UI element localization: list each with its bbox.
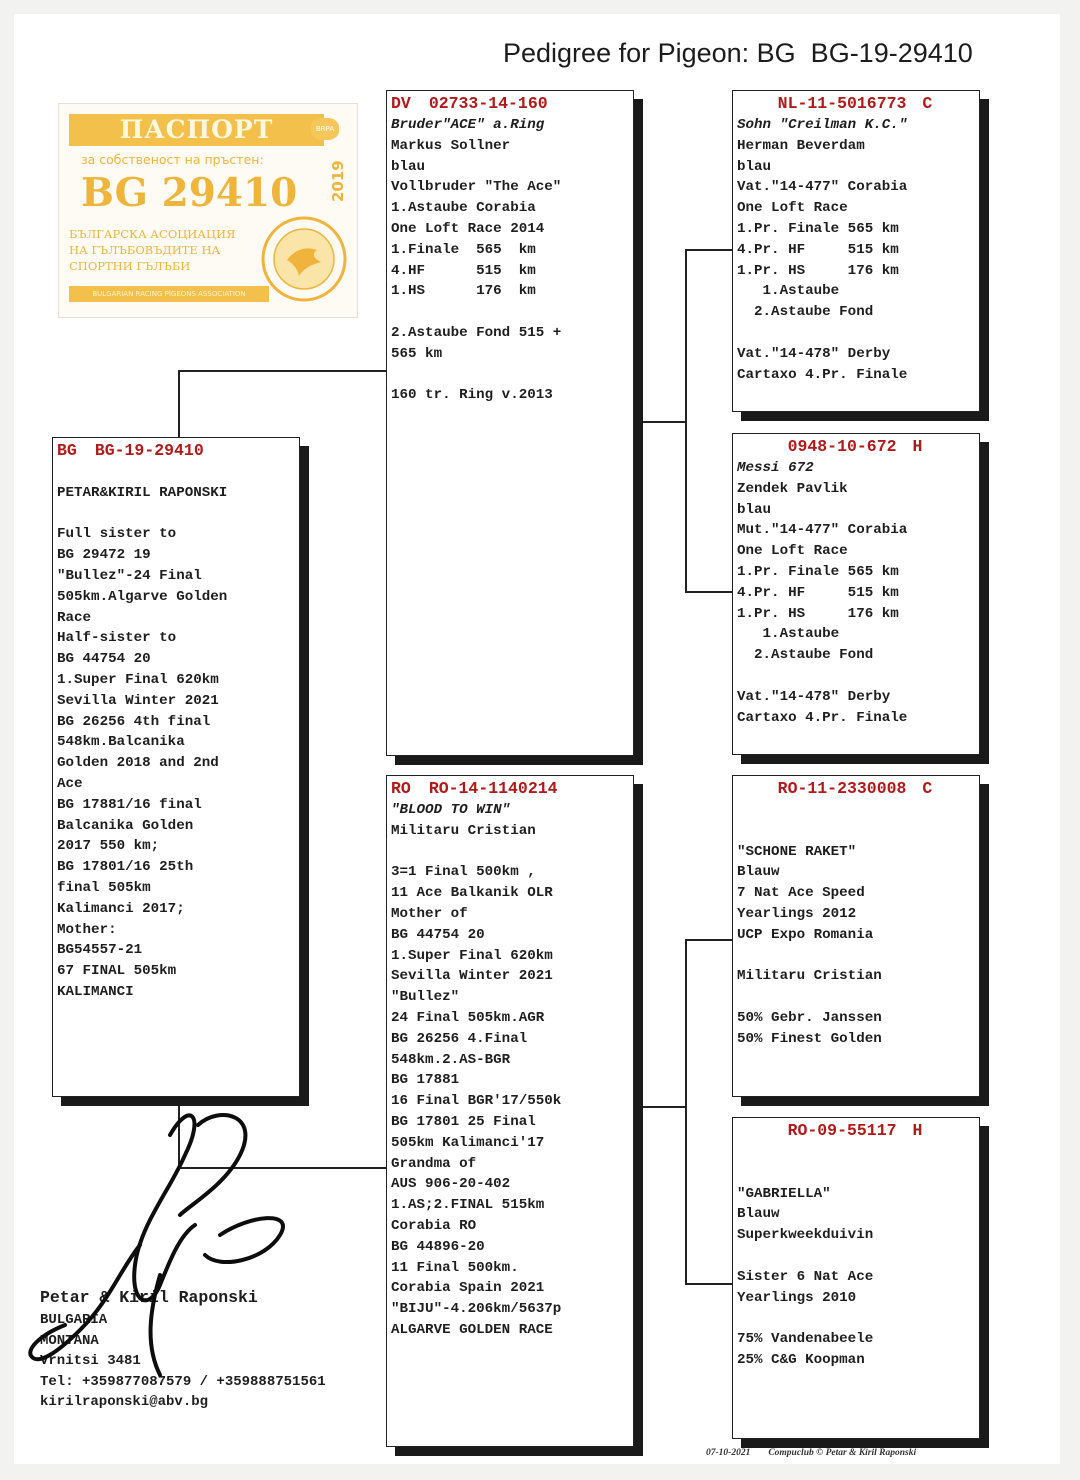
connector-line [685,939,733,941]
detail-line: Grandma of [391,1155,477,1172]
detail-line: One Loft Race [737,543,848,560]
detail-line: Bruder"ACE" a.Ring [391,117,545,133]
detail-line: Mother of [391,905,468,922]
ring-number: NL-11-5016773 [777,94,907,113]
dam-dam-ring [737,1120,979,1141]
detail-line: Vollbruder "The Ace" [391,179,562,196]
passport-association [69,226,259,274]
detail-line: BG 17801 25 Final [391,1113,536,1130]
detail-line: 548km.2.AS-BGR [391,1051,511,1068]
detail-line: Vat."14-477" Corabia [737,179,908,196]
footer-credit: Compuclub © Petar & Kiril Raponski [768,1448,917,1458]
detail-line: 1.Astaube [737,283,840,300]
detail-line [737,1246,979,1267]
detail-line: 1.Pr. Finale 565 km [737,563,899,580]
association-line: БЪЛГАРСКА АСОЦИАЦИЯ [69,227,236,241]
ring-number: 0948-10-672 [787,437,897,456]
detail-line: 1.HS 176 km [391,283,536,300]
detail-line: 2.Astaube Fond [737,647,874,664]
detail-line [737,946,979,967]
detail-line: Zendek Pavlik [737,480,848,497]
detail-line: Vat."14-478" Derby [737,688,891,705]
detail-line [391,842,633,863]
detail-line: Militaru Cristian [391,822,536,839]
detail-line: 16 Final BGR'17/550k [391,1093,562,1110]
detail-line: blau [737,501,772,518]
passport-logo-icon: BRPA [311,118,339,140]
connector-line [640,1106,686,1108]
detail-line: "GABRIELLA" [737,1185,831,1202]
owner-phone: Tel: +359877087579 / +359888751561 [40,1373,326,1390]
detail-line: Sohn "Creilman K.C." [737,117,908,133]
detail-line: Race [57,609,92,626]
detail-line: Yearlings 2012 [737,905,857,922]
association-line: СПОРТНИ ГЪЛЪБИ [69,259,191,273]
detail-line: BG 44754 20 [57,651,151,668]
detail-line: Ace [57,775,83,792]
handwritten-signature [20,1095,320,1395]
owner-country: BULGARIA [40,1312,108,1328]
dam-dam-card [732,1117,980,1439]
detail-line: final 505km [57,879,151,896]
detail-line: 25% C&G Koopman [737,1351,865,1368]
connector-line [685,249,733,251]
footer-date: 07-10-2021 [706,1448,751,1458]
detail-line: BG 26256 4.Final [391,1030,528,1047]
ring-number: RO-09-55117 [787,1121,897,1140]
page-title: Pedigree for Pigeon: BG BG-19-29410 [503,38,973,68]
page-footer [706,1448,934,1458]
connector-line [685,1283,733,1285]
detail-line [737,1308,979,1329]
owner-name: Petar & Kiril Raponski [40,1288,258,1307]
passport-year: 2019 [329,160,347,203]
detail-line: BG 26256 4th final [57,713,211,730]
ring-passport-card [58,103,358,318]
detail-line: 67 FINAL 505km [57,963,177,980]
detail-line: Messi 672 [737,460,814,476]
sire-sire-card [732,90,980,412]
detail-line: Golden 2018 and 2nd [57,755,219,772]
detail-line: One Loft Race 2014 [391,220,545,237]
sex-code: H [912,1121,923,1140]
detail-line: Balcanika Golden [57,817,194,834]
sire-dam-details [737,458,979,728]
detail-line: 50% Gebr. Janssen [737,1009,882,1026]
detail-line [737,323,979,344]
detail-line: Corabia Spain 2021 [391,1280,545,1297]
detail-line: 11 Final 500km. [391,1259,519,1276]
detail-line: 4.Pr. HF 515 km [737,241,899,258]
dam-sire-details [737,800,979,1050]
detail-line [737,800,979,821]
detail-line: Mut."14-477" Corabia [737,522,908,539]
subject-pigeon-card [52,437,300,1097]
sire-ring [391,93,633,114]
dam-sire-card [732,775,980,1097]
dam-card [386,775,634,1447]
subject-ring [57,440,299,461]
detail-line: 160 tr. Ring v.2013 [391,387,553,404]
connector-line [685,939,687,1284]
detail-line: 2.Astaube Fond 515 + [391,324,562,341]
sire-sire-details [737,115,979,385]
country-code: RO [391,779,411,798]
detail-line: 1.Finale 565 km [391,241,536,258]
detail-line: Markus Sollner [391,137,511,154]
detail-line: 75% Vandenabeele [737,1331,874,1348]
detail-line: Militaru Cristian [737,968,882,985]
detail-line [391,365,633,386]
detail-line: 2017 550 km; [57,838,160,855]
detail-line [737,1163,979,1184]
detail-line: Half-sister to [57,630,177,647]
detail-line: 7 Nat Ace Speed [737,885,865,902]
detail-line: BG 44754 20 [391,926,485,943]
dam-sire-ring [737,778,979,799]
subject-details [57,462,299,1003]
detail-line: 565 km [391,345,443,362]
detail-line: 1.Astaube [737,626,840,643]
ring-number: BG-19-29410 [94,441,204,460]
detail-line: "BIJU"-4.206km/5637p [391,1301,562,1318]
detail-line: BG 17801/16 25th [57,859,194,876]
detail-line: 2.Astaube Fond [737,304,874,321]
detail-line: Mother: [57,921,117,938]
detail-line: PETAR&KIRIL RAPONSKI [57,484,228,501]
detail-line: "Bullez" [391,989,460,1006]
detail-line: Blauw [737,864,780,881]
detail-line [57,504,299,525]
detail-line: AUS 906-20-402 [391,1176,511,1193]
detail-line: BG 17881 [391,1072,460,1089]
detail-line: blau [391,158,426,175]
detail-line [737,1142,979,1163]
detail-line: blau [737,158,772,175]
detail-line: "Bullez"-24 Final [57,567,202,584]
detail-line: BG 44896-20 [391,1238,485,1255]
detail-line: Superkweekduivin [737,1227,874,1244]
detail-line: ALGARVE GOLDEN RACE [391,1321,553,1338]
detail-line: 1.AS;2.FINAL 515km [391,1197,545,1214]
association-line: НА ГЪЛЪБОВЪДИТЕ НА [69,243,221,257]
sire-dam-ring [737,436,979,457]
sex-code: C [922,94,933,113]
detail-line: Full sister to [57,526,177,543]
detail-line: 505km.Algarve Golden [57,588,228,605]
detail-line: 4.HF 515 km [391,262,536,279]
dam-details [391,800,633,1341]
detail-line: "SCHONE RAKET" [737,843,857,860]
detail-line: Cartaxo 4.Pr. Finale [737,709,908,726]
detail-line: Kalimanci 2017; [57,900,185,917]
detail-line: KALIMANCI [57,983,134,1000]
owner-city: MONTANA [40,1332,99,1349]
country-code: DV [391,94,411,113]
detail-line: 548km.Balcanika [57,734,185,751]
passport-subtitle: за собственост на пръстен: [81,152,264,167]
connector-line [178,370,386,372]
owner-address: Vrnitsi 3481 [40,1353,141,1369]
detail-line: One Loft Race [737,200,848,217]
detail-line [391,302,633,323]
detail-line: BG54557-21 [57,942,143,959]
detail-line: BG 29472 19 [57,547,151,564]
ring-number: RO-14-1140214 [428,779,558,798]
passport-ring-number: BG 29410 [81,170,298,216]
detail-line: Sevilla Winter 2021 [391,968,553,985]
detail-line: 1.Pr. HS 176 km [737,262,899,279]
sex-code: H [912,437,923,456]
detail-line: "BLOOD TO WIN" [391,802,511,818]
dam-dam-details [737,1142,979,1371]
sex-code: C [922,779,933,798]
detail-line: 1.Astaube Corabia [391,200,536,217]
sire-details [391,115,633,406]
detail-line: Blauw [737,1206,780,1223]
detail-line: 50% Finest Golden [737,1030,882,1047]
detail-line: BG 17881/16 final [57,796,202,813]
detail-line: Cartaxo 4.Pr. Finale [737,366,908,383]
detail-line: 3=1 Final 500km , [391,864,536,881]
sire-card [386,90,634,756]
detail-line: Herman Beverdam [737,137,865,154]
detail-line [737,666,979,687]
detail-line: 1.Super Final 620km [57,671,219,688]
detail-line: 24 Final 505km.AGR [391,1009,545,1026]
detail-line: 505km Kalimanci'17 [391,1134,545,1151]
detail-line: Vat."14-478" Derby [737,345,891,362]
detail-line: 11 Ace Balkanik OLR [391,885,553,902]
detail-line: 1.Pr. HS 176 km [737,605,899,622]
sire-sire-ring [737,93,979,114]
dam-ring [391,778,633,799]
ring-number: RO-11-2330008 [777,779,907,798]
detail-line [737,987,979,1008]
sire-dam-card [732,433,980,755]
detail-line: Sister 6 Nat Ace [737,1268,874,1285]
country-code: BG [57,441,77,460]
passport-header: ПАСПОРТ [69,114,324,146]
detail-line: 1.Pr. Finale 565 km [737,220,899,237]
detail-line: 1.Super Final 620km [391,947,553,964]
connector-line [685,591,733,593]
detail-line [737,821,979,842]
detail-line: Sevilla Winter 2021 [57,692,219,709]
owner-email: kirilraponski@abv.bg [40,1394,209,1410]
detail-line [57,462,299,483]
connector-line [640,421,686,423]
connector-line [178,370,180,440]
connector-line [685,249,687,592]
detail-line: 4.Pr. HF 515 km [737,584,899,601]
detail-line: Corabia RO [391,1217,477,1234]
detail-line: UCP Expo Romania [737,926,874,943]
association-seal-icon [259,214,349,304]
detail-line: Yearlings 2010 [737,1289,857,1306]
ring-number: 02733-14-160 [428,94,548,113]
passport-footer: BULGARIAN RACING PIGEONS ASSOCIATION [69,286,269,302]
